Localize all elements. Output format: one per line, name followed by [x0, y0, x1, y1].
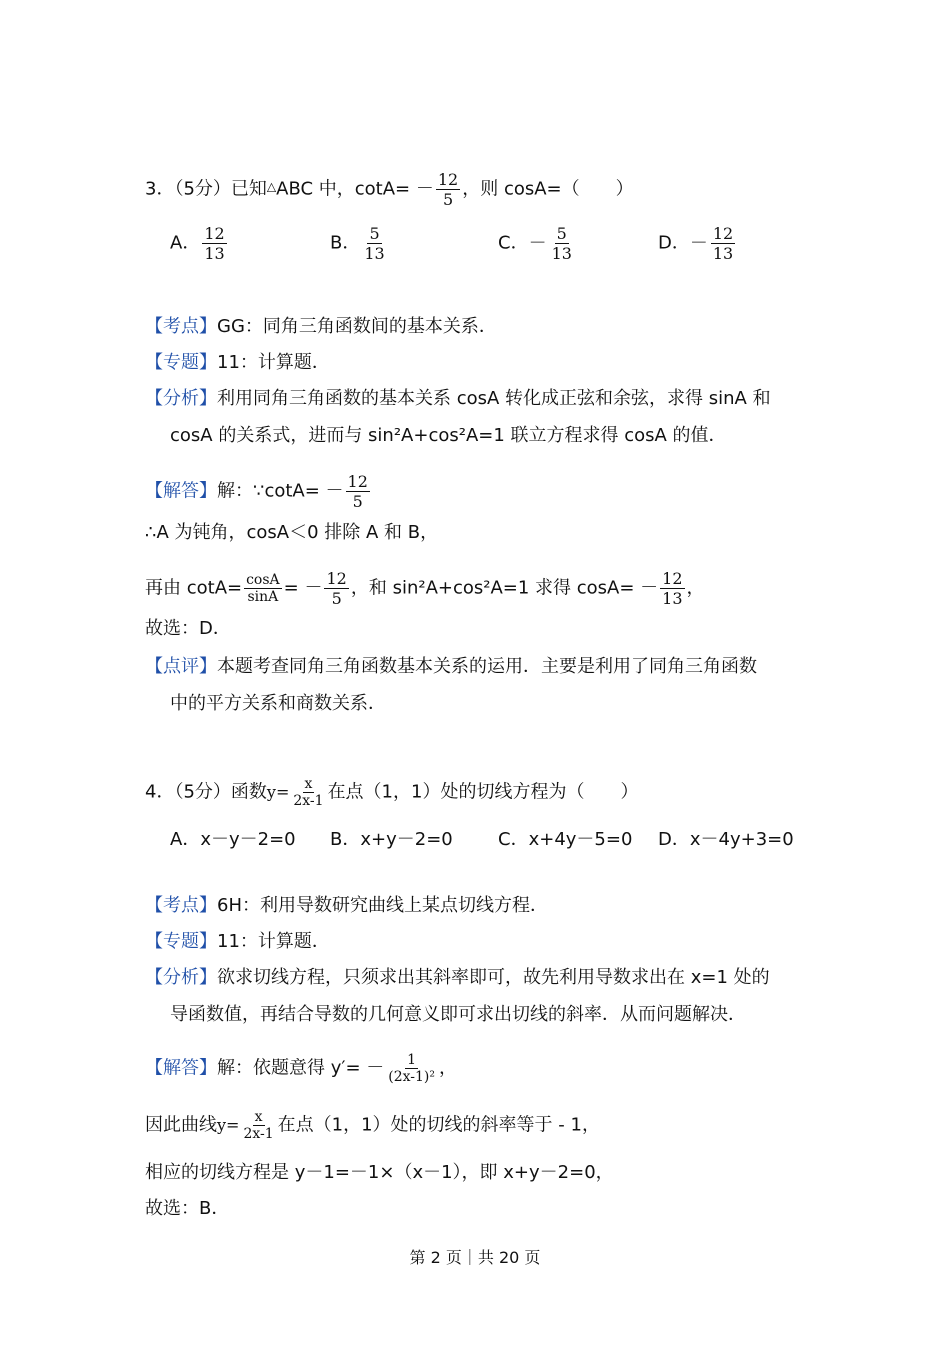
q4-zhuanti: 【专题】11：计算题．	[145, 931, 330, 952]
q3-step2: 再由 cotA= $\frac{\cos A}{\sin A}$ = － $\frac{12}{5}$ ，和 sin²A+cos²A=1 求得 cosA= － $\frac{12}{13}$ ，	[145, 569, 705, 608]
q4-kaodian: 【考点】6H：利用导数研究曲线上某点切线方程．	[145, 895, 548, 916]
q4-option-c: C．x+4y－5=0	[498, 829, 633, 850]
q3-zhuanti: 【专题】11：计算题．	[145, 352, 330, 373]
q3-option-d: D．－ $\frac{12}{13}$	[658, 224, 734, 263]
q3-fenxi-line2: cosA 的关系式，进而与 sin²A+cos²A=1 联立方程求得 cosA 的值．	[170, 425, 727, 446]
q3-stem-fraction: $\frac{12}{5}$	[437, 170, 459, 209]
q3-answer: 故选：D．	[145, 618, 231, 639]
q3-option-a: A． $\frac{12}{13}$	[170, 224, 225, 263]
q3-jieda: 【解答】解：∵cotA= － $\frac{12}{5}$	[145, 472, 368, 511]
q4-option-a: A．x－y－2=0	[170, 829, 296, 850]
q4-fenxi: 【分析】欲求切线方程，只须求出其斜率即可，故先利用导数求出在 x=1 处的	[145, 967, 770, 988]
q3-stem-post: ，则 cosA=（ ）	[462, 178, 634, 200]
q4-stem: 4．（5分）函数y= $\frac{x}{2x-1}$ 在点（1，1）处的切线方程为（ ）	[145, 776, 639, 809]
q3-option-b: B． $\frac{5}{13}$	[330, 224, 385, 263]
q4-fenxi-line2: 导函数值，再结合导数的几何意义即可求出切线的斜率．从而问题解决．	[170, 1004, 746, 1025]
q3-step1: ∴A 为钝角，cosA＜0 排除 A 和 B，	[145, 522, 439, 543]
q3-stem-mid: ABC 中，cotA= －	[276, 178, 434, 200]
q4-answer: 故选：B．	[145, 1198, 230, 1219]
q4-jieda: 【解答】解：依题意得 y′= － $\frac{1}{\text{(2x-1)²}}$ ，	[145, 1052, 457, 1085]
q4-option-b: B．x+y－2=0	[330, 829, 453, 850]
q3-stem	[145, 170, 634, 209]
q3-option-c: C．－ $\frac{5}{13}$	[498, 224, 572, 263]
q3-dianping: 【点评】本题考查同角三角函数基本关系的运用．主要是利用了同角三角函数	[145, 656, 757, 677]
q3-kaodian: 【考点】GG：同角三角函数间的基本关系．	[145, 316, 497, 337]
q3-stem-pre: 3．（5分）已知	[145, 178, 267, 200]
q4-option-d: D．x－4y+3=0	[658, 829, 794, 850]
page-footer: 第 2 页｜共 20 页	[409, 1248, 541, 1267]
q3-dianping-line2: 中的平方关系和商数关系．	[170, 693, 386, 714]
q4-step1: 因此曲线y= $\frac{x}{2x-1}$ 在点（1，1）处的切线的斜率等于 - 1，	[145, 1109, 600, 1142]
q4-step2: 相应的切线方程是 y－1=－1×（x－1），即 x+y－2=0，	[145, 1162, 614, 1183]
triangle-icon: △	[266, 179, 277, 194]
q3-fenxi: 【分析】利用同角三角函数的基本关系 cosA 转化成正弦和余弦，求得 sinA 和	[145, 388, 771, 409]
